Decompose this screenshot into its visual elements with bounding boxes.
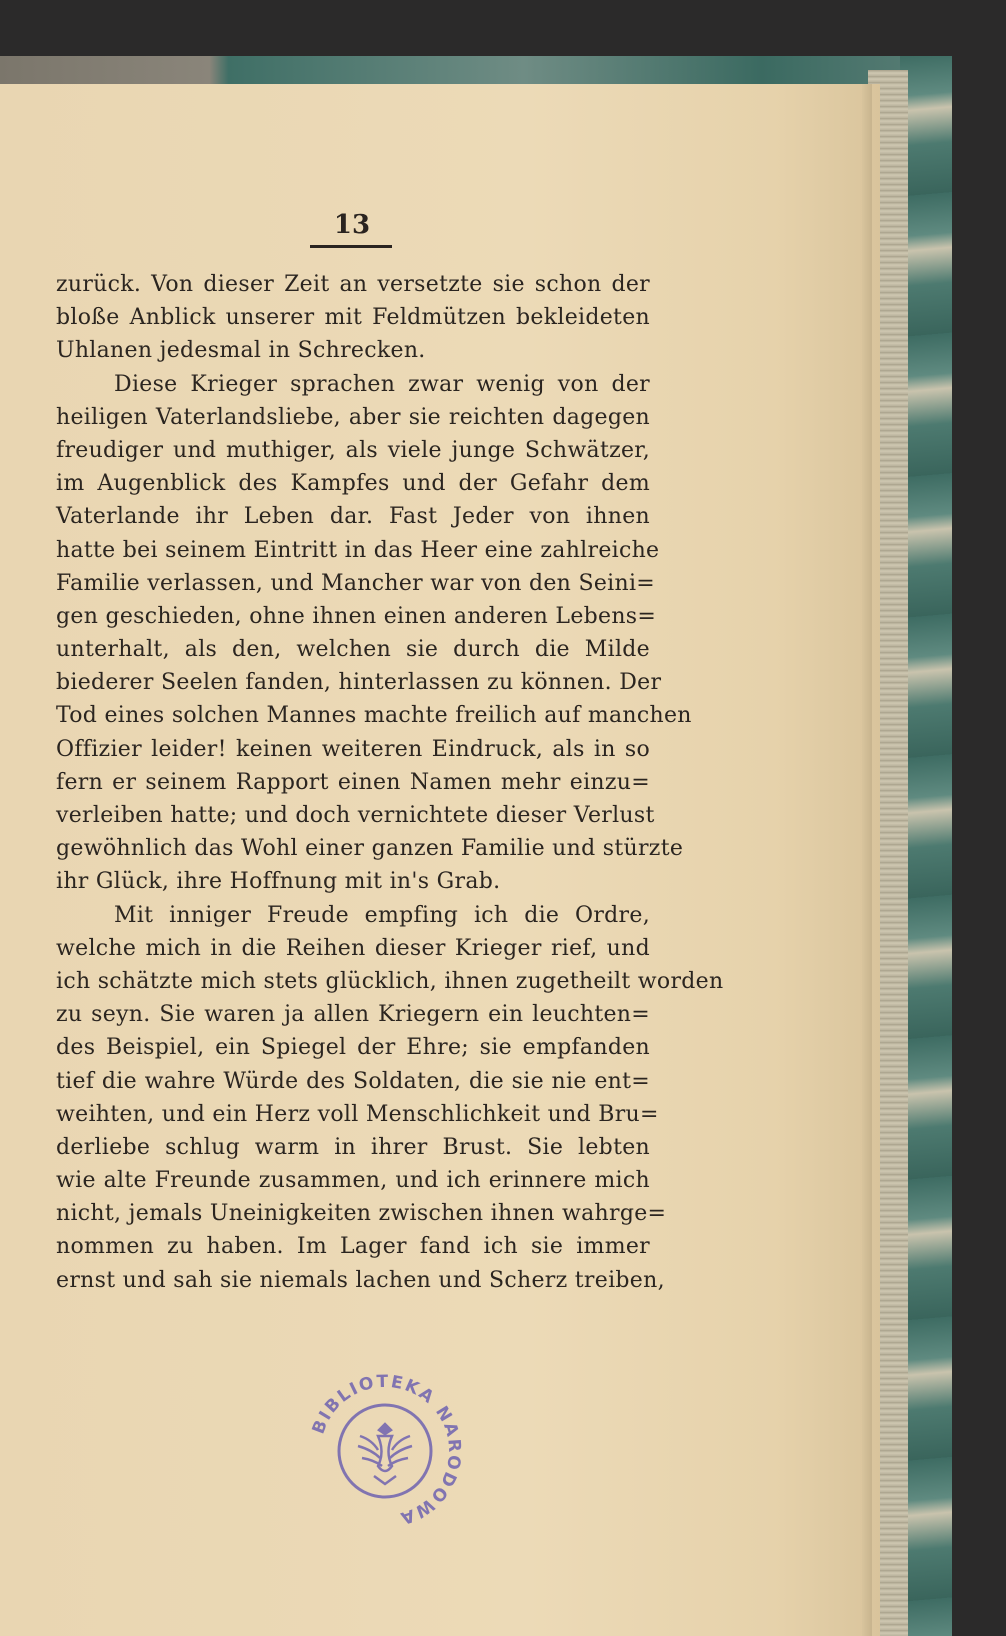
- text-line: fern er seinem Rapport einen Namen mehr einzu=: [56, 769, 650, 795]
- text-line: gen geschieden, ohne ihnen einen anderen Lebens=: [56, 603, 657, 629]
- text-line: tief die wahre Würde des Soldaten, die sie nie ent=: [56, 1068, 650, 1094]
- text-line: unterhalt, als den, welchen sie durch die Milde: [56, 637, 650, 663]
- text-line: hatte bei seinem Eintritt in das Heer eine zahlreiche: [56, 537, 660, 563]
- text-line: Uhlanen jedesmal in Schrecken.: [56, 338, 426, 364]
- text-line: Offizier leider! keinen weiteren Eindruck, als in so: [56, 736, 650, 762]
- text-line: ich schätzte mich stets glücklich, ihnen zugetheilt worden: [56, 968, 724, 994]
- text-line: bloße Anblick unserer mit Feldmützen bekleideten: [56, 305, 650, 331]
- text-line: ernst und sah sie niemals lachen und Scherz treiben,: [56, 1267, 665, 1293]
- text-line: ihr Glück, ihre Hoffnung mit in's Grab.: [56, 869, 501, 895]
- text-line: nicht, jemals Uneinigkeiten zwischen ihnen wahrge=: [56, 1201, 667, 1227]
- text-line: Vaterlande ihr Leben dar. Fast Jeder von ihnen: [56, 504, 650, 530]
- text-line: gewöhnlich das Wohl einer ganzen Familie und stürzte: [56, 836, 684, 862]
- text-line: Familie verlassen, und Mancher war von den Seini=: [56, 570, 656, 596]
- text-line: wie alte Freunde zusammen, und ich erinnere mich: [56, 1168, 650, 1194]
- text-line: nommen zu haben. Im Lager fand ich sie immer: [56, 1234, 650, 1260]
- page-number: 13: [333, 210, 371, 240]
- text-line: Mit inniger Freude empfing ich die Ordre,: [114, 902, 650, 928]
- text-line: zurück. Von dieser Zeit an versetzte sie schon der: [56, 272, 650, 297]
- text-line: weihten, und ein Herz voll Menschlichkeit und Bru=: [56, 1101, 659, 1127]
- page-number-rule: [310, 245, 392, 248]
- text-line: derliebe schlug warm in ihrer Brust. Sie lebten: [56, 1134, 650, 1160]
- eagle-icon: [358, 1424, 412, 1484]
- library-stamp: [300, 1366, 470, 1536]
- text-line: heiligen Vaterlandsliebe, aber sie reichten dagegen: [56, 404, 650, 430]
- text-line: Tod eines solchen Mannes machte freilich auf manchen: [56, 703, 692, 729]
- text-line: verleiben hatte; und doch vernichtete dieser Verlust: [56, 803, 655, 828]
- text-line: biederer Seelen fanden, hinterlassen zu können. Der: [56, 670, 662, 696]
- text-line: welche mich in die Reihen dieser Krieger rief, und: [56, 935, 650, 961]
- text-line: freudiger und muthiger, als viele junge Schwätzer,: [56, 437, 650, 463]
- stamp-text: BIBLIOTEKA NARODOWA: [308, 1371, 465, 1529]
- body-text: [56, 268, 724, 1297]
- text-line: zu seyn. Sie waren ja allen Kriegern ein leuchten=: [56, 1002, 650, 1028]
- text-line: Diese Krieger sprachen zwar wenig von der: [114, 371, 650, 397]
- text-line: im Augenblick des Kampfes und der Gefahr dem: [56, 471, 650, 497]
- page-fore-edge: [862, 84, 872, 1636]
- text-line: des Beispiel, ein Spiegel der Ehre; sie empfanden: [56, 1035, 650, 1061]
